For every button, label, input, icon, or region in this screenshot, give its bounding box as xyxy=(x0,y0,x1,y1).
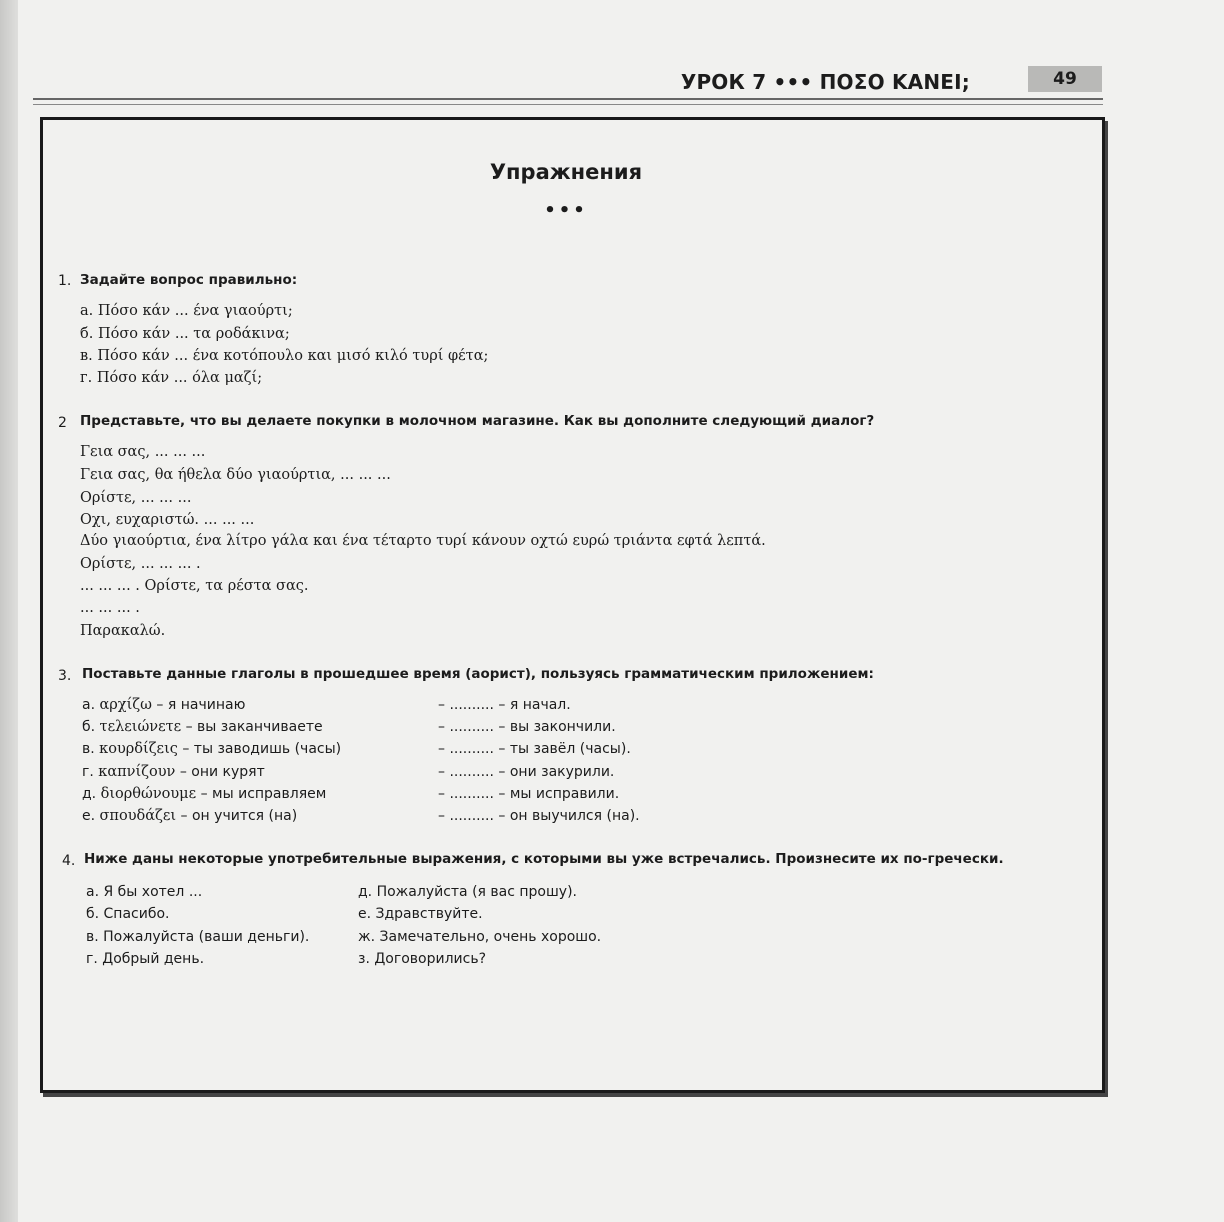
verb-row xyxy=(82,719,323,735)
phrase-item: а. Я бы хотел ... xyxy=(86,884,203,900)
exercise-1-item: г. Πόσο κάν ... όλα μαζί; xyxy=(80,370,263,386)
dialog-line: ... ... ... . Ορίστε, τα ρέστα σας. xyxy=(80,578,309,594)
verb-row xyxy=(82,697,245,713)
verb-answer: – .......... – они закурили. xyxy=(438,764,615,780)
dialog-line: Γεια σας, θα ήθελα δύο γιαούρτια, ... ... ... xyxy=(80,467,391,483)
exercise-1-item: б. Πόσο κάν ... τα ροδάκινα; xyxy=(80,326,290,342)
verb-russian: – они курят xyxy=(175,764,265,780)
exercise-3-question: Поставьте данные глаголы в прошедшее время (аорист), пользуясь грамматическим приложением: xyxy=(82,666,874,682)
dialog-line: ... ... ... . xyxy=(80,600,140,616)
dialog-line: Ορίστε, ... ... ... . xyxy=(80,556,201,572)
verb-letter: е. xyxy=(82,808,96,824)
verb-letter: д. xyxy=(82,786,97,802)
phrase-item: ж. Замечательно, очень хорошо. xyxy=(358,929,602,945)
phrase-item: б. Спасибо. xyxy=(86,906,170,922)
verb-russian: – вы заканчиваете xyxy=(181,719,323,735)
verb-row xyxy=(82,741,341,757)
exercise-1-item: а. Πόσο κάν ... ένα γιαούρτι; xyxy=(80,303,293,319)
verb-greek: διορθώνουμε xyxy=(100,786,197,802)
header-rule-thin xyxy=(33,104,1103,105)
verb-answer: – .......... – ты завёл (часы). xyxy=(438,741,631,757)
dialog-line: Δύο γιαούρτια, ένα λίτρο γάλα και ένα τέταρτο τυρί κάνουν οχτώ ευρώ τριάντα εφτά λεπτά. xyxy=(80,533,766,549)
exercise-1-number: 1. xyxy=(58,273,72,289)
verb-answer: – .......... – вы закончили. xyxy=(438,719,616,735)
header-rule xyxy=(33,98,1103,100)
verb-row xyxy=(82,786,326,802)
verb-russian: – я начинаю xyxy=(151,697,246,713)
phrase-item: з. Договорились? xyxy=(358,951,486,967)
dialog-line: Παρακαλώ. xyxy=(80,623,166,639)
verb-row xyxy=(82,808,297,824)
verb-letter: г. xyxy=(82,764,94,780)
verb-answer: – .......... – он выучился (на). xyxy=(438,808,640,824)
verb-answer: – .......... – мы исправили. xyxy=(438,786,620,802)
phrase-item: в. Пожалуйста (ваши деньги). xyxy=(86,929,310,945)
exercise-1-item: в. Πόσο κάν ... ένα κοτόπουλο και μισό κιλό τυρί φέτα; xyxy=(80,348,489,364)
verb-greek: σπουδάζει xyxy=(99,808,177,824)
verb-greek: καπνίζουν xyxy=(98,764,176,780)
dialog-line: Οχι, ευχαριστώ. ... ... ... xyxy=(80,512,255,528)
verb-answer: – .......... – я начал. xyxy=(438,697,571,713)
dialog-line: Γεια σας, ... ... ... xyxy=(80,444,206,460)
exercise-4-question: Ниже даны некоторые употребительные выражения, с которыми вы уже встречались. Произнесите их по-гречески. xyxy=(84,851,1004,867)
page-number: 49 xyxy=(1028,66,1102,92)
verb-row xyxy=(82,764,265,780)
section-dots: ••• xyxy=(544,200,588,221)
verb-russian: – мы исправляем xyxy=(196,786,327,802)
exercise-1-question: Задайте вопрос правильно: xyxy=(80,272,298,288)
section-title: Упражнения xyxy=(489,160,643,184)
phrase-item: г. Добрый день. xyxy=(86,951,205,967)
verb-greek: τελειώνετε xyxy=(99,719,182,735)
exercise-2-number: 2 xyxy=(58,415,67,431)
phrase-item: д. Пожалуйста (я вас прошу). xyxy=(358,884,578,900)
verb-greek: αρχίζω xyxy=(99,697,152,713)
exercise-2-question: Представьте, что вы делаете покупки в молочном магазине. Как вы дополните следующий диалог? xyxy=(80,413,875,429)
verb-letter: б. xyxy=(82,719,96,735)
exercise-frame xyxy=(40,117,1105,1093)
verb-greek: κουρδίζεις xyxy=(99,741,178,757)
phrase-item: е. Здравствуйте. xyxy=(358,906,483,922)
verb-letter: а. xyxy=(82,697,96,713)
verb-russian: – ты заводишь (часы) xyxy=(177,741,342,757)
running-header: УРОК 7 ••• ΠΟΣΟ ΚΑΝΕΙ; xyxy=(680,70,970,94)
verb-russian: – он учится (на) xyxy=(176,808,298,824)
exercise-4-number: 4. xyxy=(62,853,76,869)
verb-letter: в. xyxy=(82,741,95,757)
dialog-line: Ορίστε, ... ... ... xyxy=(80,490,192,506)
exercise-3-number: 3. xyxy=(58,668,72,684)
